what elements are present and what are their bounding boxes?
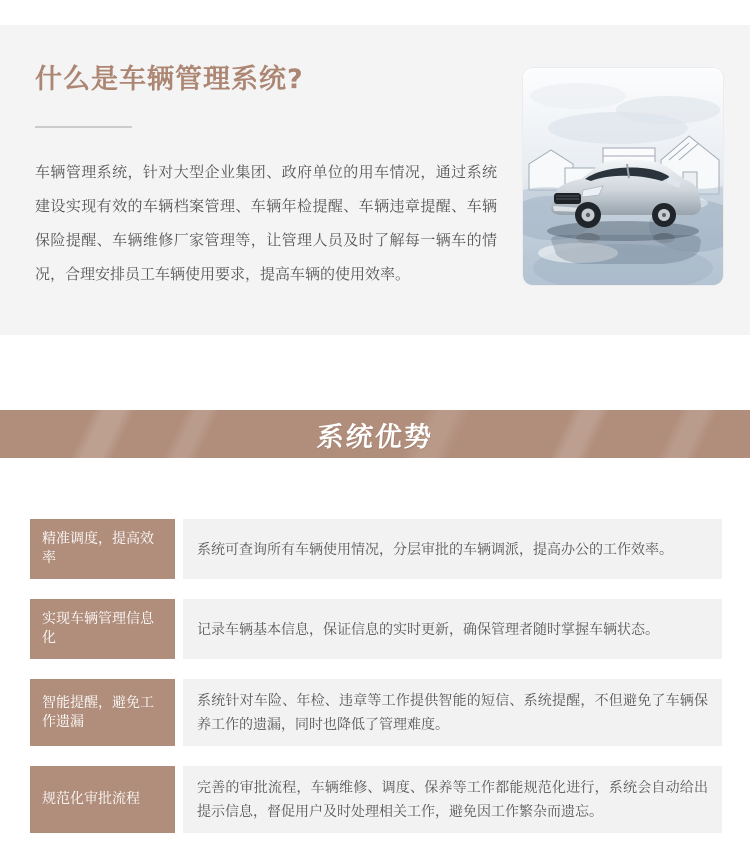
advantage-row xyxy=(30,679,722,746)
advantage-label: 规范化审批流程 xyxy=(30,766,175,833)
advantage-row xyxy=(30,599,722,659)
hero-section xyxy=(0,25,750,335)
system-advantages-banner xyxy=(0,410,750,458)
advantage-row xyxy=(30,766,722,833)
advantages-list xyxy=(30,519,722,853)
car-illustration xyxy=(523,68,723,285)
advantage-label: 精准调度，提高效率 xyxy=(30,519,175,579)
advantage-label: 智能提醒，避免工作遗漏 xyxy=(30,679,175,746)
page-title: 什么是车辆管理系统? xyxy=(35,64,304,95)
car-image-card xyxy=(523,68,723,285)
advantage-row xyxy=(30,519,722,579)
title-divider xyxy=(35,126,132,128)
advantage-label: 实现车辆管理信息化 xyxy=(30,599,175,659)
hero-description: 车辆管理系统，针对大型企业集团、政府单位的用车情况，通过系统建设实现有效的车辆档案管理、车辆年检提醒、车辆违章提醒、车辆保险提醒、车辆维修厂家管理等，让管理人员及时了解每一辆车的情况，合理安排员工车辆使用要求，提高车辆的使用效率。 xyxy=(35,163,497,283)
advantage-description: 系统针对车险、年检、违章等工作提供智能的短信、系统提醒，不但避免了车辆保养工作的遗漏，同时也降低了管理难度。 xyxy=(183,679,722,746)
banner-title: 系统优势 xyxy=(315,421,434,453)
advantage-description: 系统可查询所有车辆使用情况，分层审批的车辆调派，提高办公的工作效率。 xyxy=(183,519,722,579)
advantage-description: 完善的审批流程，车辆维修、调度、保养等工作都能规范化进行，系统会自动给出提示信息，督促用户及时处理相关工作，避免因工作繁杂而遗忘。 xyxy=(183,766,722,833)
advantage-description: 记录车辆基本信息，保证信息的实时更新，确保管理者随时掌握车辆状态。 xyxy=(183,599,722,659)
